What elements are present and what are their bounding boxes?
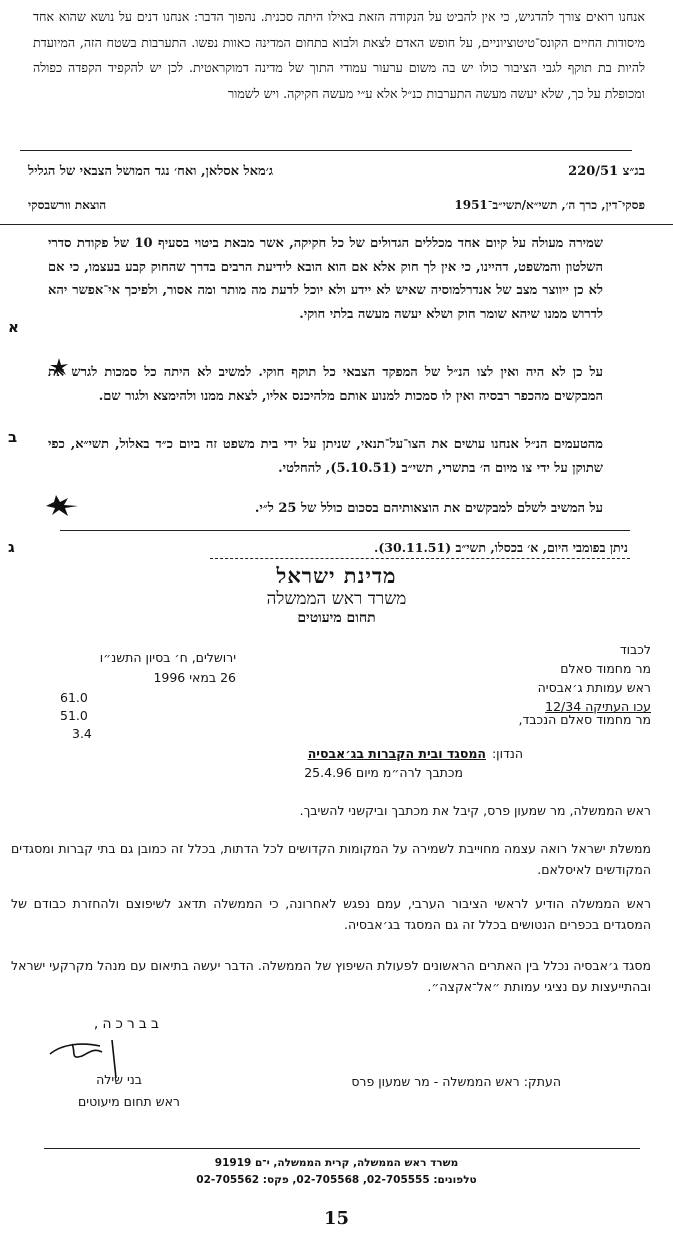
letter-paragraph-1: ראש הממשלה, מר שמעון פרס, קיבל את מכתבך וביקשני להשיבך. <box>299 803 651 818</box>
subject-reference: מכתבך לרה״מ מיום 25.4.96 <box>304 765 463 780</box>
reporter-row <box>28 194 645 216</box>
letter-paragraph-3: ראש הממשלה הודיע לראשי הציבור הערבי, עמם נפגש לאחרונה, כי הממשלה תדאג לשיפוצם ולהחזרת כבודם של המסגדים בכפרים הנטושים בכלל זה גם המסגד בג׳אבסיה. <box>11 896 651 932</box>
footer-address: משרד ראש הממשלה, קרית הממשלה, י־ם 91919 <box>214 1157 459 1169</box>
ref-line-3: 3.4 <box>72 726 92 741</box>
margin-letter-b: ב <box>8 428 18 446</box>
ref-line-1: 61.0 <box>60 690 88 705</box>
reporter-citation: פסקי־דין, כרך ה׳, תשי״א/תשי״ב־1951 <box>454 197 645 212</box>
margin-letter-a: א <box>8 318 19 336</box>
ref-line-2: 51.0 <box>60 708 88 723</box>
ruling-paragraph-3: מהטעמים הנ״ל אנחנו עושים את הצו־על־תנאי, שניתן על ידי בית משפט זה ביום כ״ד באלול, תשי״א, כפי שתוקן על ידי צו מיום ה׳ בתשרי, תשי״ב (5.10.51), להחלטי. <box>48 437 603 476</box>
ruling-paragraph-4: על המשיב לשלם למבקשים את הוצאותיהם בסכום כולל של 25 ל״י. <box>254 501 603 516</box>
margin-letter-c: ג <box>8 538 15 556</box>
letterhead-office: משרד ראש הממשלה <box>266 589 407 609</box>
page-number: 15 <box>323 1208 350 1229</box>
copy-line: העתק: ראש הממשלה - מר שמעון פרס <box>351 1074 561 1089</box>
recipient-label: לכבוד <box>619 642 651 657</box>
subject-label: הנדון: <box>491 746 523 761</box>
date-hebrew: ירושלים, ח׳ בסיון התשנ״ו <box>99 650 236 665</box>
ink-mark-icon <box>48 356 70 378</box>
case-header-row <box>28 160 645 182</box>
footer-divider <box>44 1148 640 1149</box>
publisher-name: הוצאת וורשבסקי <box>28 197 107 212</box>
subject-row <box>163 746 523 761</box>
ruling-paragraph-1: שמירה מעולה על קיום אחד מכללים הגדולים של כל חקיקה, אשר מבאת ביטוי בסעיף 10 של פקודת סדרי השלטון והמשפט, דהיינו, כי אין לך חוק אלא אם הוא הובא לידיעת הרבים בדרך שהחוק קבע בעצמו, כי אם לא כן ייווצר מצב של אנדרלמוסיה שאיש לא יידע ולא יוכל לדעת מה מותר ומה אסור, ולפיכך אי־אפשר יהא לדרוש ממנו שיהא שומר חוק ושלא יעשה מעשה בלתי חוקי. <box>48 236 603 322</box>
ink-scribble-icon <box>44 492 80 518</box>
closing: בברכה, <box>93 1016 163 1032</box>
subject-text: המסגד ובית הקברות בג׳אבסיה <box>307 746 486 761</box>
letter-paragraph-2: ממשלת ישראל רואה עצמה מחוייבת לשמירה על המקומות הקדושים לכל הדתות, בכלל זה כמובן גם בתי קברות ומסגדים המקודשים לאיסלאם. <box>11 841 651 877</box>
footer-phones: טלפונים: 02-705555, 02-705568, פקס: 02-705562 <box>196 1174 477 1186</box>
case-number: בג״צ 220/51 <box>568 164 645 179</box>
letterhead-department: תחום מיעוטים <box>297 610 376 626</box>
divider-given-bottom <box>210 558 630 559</box>
ruling-top-paragraph: אנחנו רואים צורך להדגיש, כי אין להביט על הנקודה הזאת באילו היתה סכנית. נהפוך הדבר: אנחנו דנים על נושא שהוא אחד מיסודות החיים הקונס־טיטוציוניים, על חופש האדם לצאת ולבוא בתחום המדינה כאוות נפשו. התערבות בשטח הזה, המיועדת להיות בת תוקף לגבי הציבור כולו יש בה משום ערעור עמודי התוך של מדינה דמוקראטית. לכן יש להקפיד הקפדה כפולה ומכופלת על כך, שלא יעשה מעשה התערבות כנ״ל אלא ע״י מעשה חקיקה. ויש לשמור <box>33 9 645 101</box>
letterhead-state: מדינת ישראל <box>276 563 397 588</box>
signer-name: בני שילה <box>96 1072 142 1087</box>
salutation: מר מחמוד סאלם הנכבד, <box>518 712 651 727</box>
signer-title: ראש תחום מיעוטים <box>77 1094 180 1109</box>
recipient-name: מר מחמוד סאלם <box>560 661 651 676</box>
ruling-paragraph-2: על כן לא היה ואין לצו הנ״ל של המפקד הצבאי כל תוקף חוקי. למשיב לא היתה כל סמכות לגרש את המבקשים מהכפר רבסיה ואין לו סמכות למנוע אותם מלהיכנס אליו, לצאת ממנו ולהימצא ולגור שם. <box>48 365 603 404</box>
date-gregorian: 26 במאי 1996 <box>153 670 236 685</box>
given-line: ניתן בפומבי היום, א׳ בכסלו, תשי״ב (30.11.51). <box>374 540 628 555</box>
case-parties: ג׳מאל אסלאן, ואח׳ נגד המושל הצבאי של הגליל <box>28 164 273 179</box>
recipient-address: עכו העתיקה 12/34 <box>545 699 651 714</box>
recipient-title: ראש עמותת ג׳אבסיה <box>537 680 651 695</box>
divider-given-top <box>60 530 630 531</box>
letter-paragraph-4: מסגד ג׳אבסיה נכלל בין האתרים הראשונים לפעולת השיפוץ של הממשלה. הדבר יעשה בתיאום עם מנהל מקרקעי ישראל ובהתייעצות עם נציגי עמותת ״אל־אקצה״. <box>11 958 651 994</box>
divider-top <box>20 150 632 151</box>
divider-reporter <box>0 224 673 225</box>
